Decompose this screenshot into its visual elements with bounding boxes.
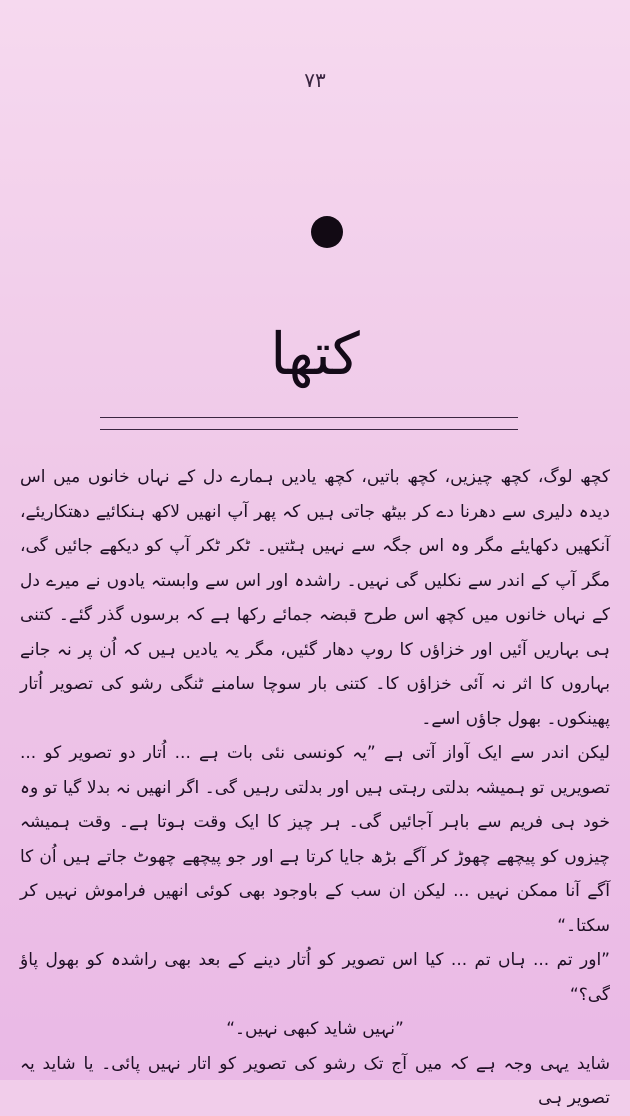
paragraph-1: کچھ لوگ، کچھ چیزیں، کچھ باتیں، کچھ یادیں ہمارے دل کے نہاں خانوں میں اس دیدہ دلیری سے دھرنا دے کر بیٹھ جاتی ہیں کہ پھر آپ انھیں لاکھ ہنکائیے دھتکاریئے، آنکھیں دکھایئے مگر وہ اس جگہ سے نہیں ہٹتیں۔ ٹکر ٹکر آپ کو دیکھے جائیں گی، مگر آپ کے اندر سے نکلیں گی نہیں۔ راشدہ اور اس سے وابستہ یادوں نے میرے دل کے نہاں خانوں میں کچھ اس طرح قبضہ جمائے رکھا ہے کہ برسوں گذر گئے۔ کتنی ہی بہاریں آئیں اور خزاؤں کا روپ دھار گئیں، مگر یہ یادیں ہیں کہ اُن پر نہ جانے بہاروں کا اثر نہ آئی خزاؤں کا۔ کتنی بار سوچا سامنے ٹنگی رشو کی تصویر اُتار پھینکوں۔ بھول جاؤں اسے۔	[20, 467, 610, 729]
paragraph-2: لیکن اندر سے ایک آواز آتی ہے ”یہ کونسی نئی بات ہے ... اُتار دو تصویر کو ... تصویریں تو ہمیشہ بدلتی رہتی ہیں اور بدلتی رہیں گی۔ اگر انھیں نہ بدلا گیا تو وہ خود ہی فریم سے باہر آجائیں گی۔ ہر چیز کا ایک وقت ہوتا ہے۔ وقت ہمیشہ چیزوں کو پیچھے چھوڑ کر آگے بڑھ جایا کرتا ہے اور جو پیچھے چھوٹ جاتے ہیں اُن کا آگے آنا ممکن نہیں ... لیکن ان سب کے باوجود بھی کوئی انھیں فراموش نہیں کر سکتا۔“	[20, 743, 610, 936]
paragraph-5: شاید یہی وجہ ہے کہ میں آج تک رشو کی تصویر کو اتار نہیں پائی۔ یا شاید یہ تصویر ہی	[20, 1053, 610, 1108]
paragraph-4: ”نہیں شاید کبھی نہیں۔“	[226, 1019, 404, 1039]
title-divider-top	[100, 417, 518, 418]
story-title: کتھا	[270, 320, 360, 388]
ornament-dot-icon	[311, 216, 343, 248]
story-body	[20, 460, 610, 1116]
page-number: ۷۳	[304, 68, 326, 92]
title-divider-bottom	[100, 429, 518, 430]
paragraph-3: ”اور تم ... ہاں تم ... کیا اس تصویر کو اُتار دینے کے بعد بھی راشدہ کو بھول پاؤ گی؟“	[20, 950, 610, 1005]
